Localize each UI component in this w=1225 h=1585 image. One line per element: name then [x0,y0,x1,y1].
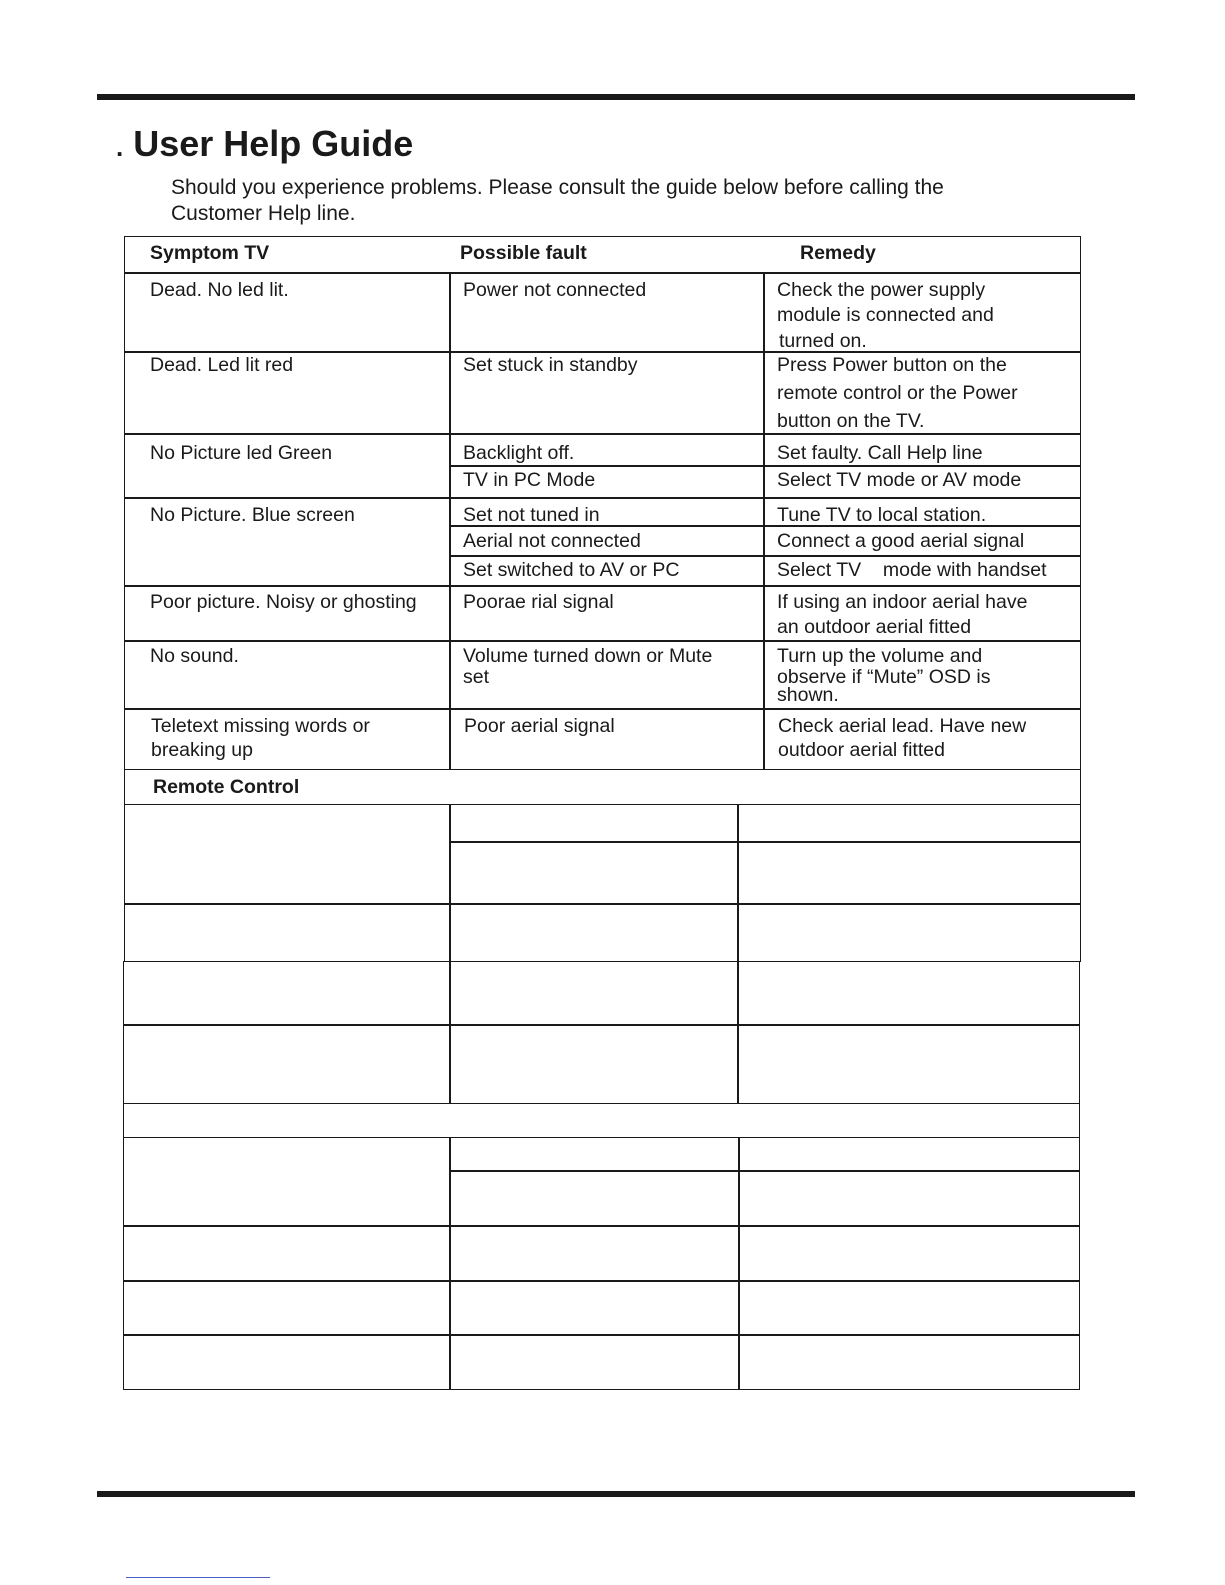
symptom-cell: Dead. Led lit red [150,354,294,376]
fault-cell: Set not tuned in [463,504,600,526]
remedy-cell: Tune TV to local station. [777,504,987,526]
fault-cell: TV in PC Mode [463,469,596,491]
subrow-divider [449,841,1081,843]
row-divider [124,497,1081,499]
fault-cell: Poorae rial signal [463,591,614,613]
header-fault: Possible fault [460,242,587,264]
remedy-cell: turned on. [779,330,867,352]
symptom-cell: No Picture led Green [150,442,333,464]
intro-line-1: Should you experience problems. Please consult the guide below before calling the [171,176,944,199]
subrow-divider [449,465,1081,467]
fault-cell: set [463,666,490,688]
top-rule [97,94,1135,100]
row-divider [123,1334,1080,1336]
fault-cell: Poor aerial signal [464,715,615,737]
remote-grid-upper [124,804,1081,962]
remedy-cell: button on the TV. [777,410,925,432]
column-divider [763,272,765,770]
row-divider [124,433,1081,435]
column-divider [738,1137,740,1390]
row-divider [123,1280,1080,1282]
remedy-cell: If using an indoor aerial have [777,591,1028,613]
remedy-cell: remote control or the Power [777,382,1018,404]
remedy-cell: Select TV mode with handset [777,559,1047,581]
fault-cell: Backlight off. [463,442,575,464]
header-separator [124,272,1081,274]
header-remedy: Remedy [800,242,876,264]
symptom-cell: Dead. No led lit. [150,279,289,301]
row-divider [124,708,1081,710]
remedy-cell: shown. [777,684,839,706]
remedy-cell: Turn up the volume and [777,645,983,667]
fault-cell: Volume turned down or Mute [463,645,713,667]
subrow-divider [449,555,1081,557]
fault-cell: Power not connected [463,279,647,301]
remedy-cell: Select TV mode or AV mode [777,469,1022,491]
fault-cell: Aerial not connected [463,530,641,552]
remedy-cell: an outdoor aerial fitted [777,616,972,638]
page-heading [116,122,413,169]
empty-grid [123,1137,1080,1390]
remote-control-title: Remote Control [153,776,300,798]
row-divider [123,1024,1080,1026]
column-divider [449,804,451,962]
remedy-cell: module is connected and [777,304,994,326]
remedy-cell: Check aerial lead. Have new [778,715,1027,737]
remedy-cell: Press Power button on the [777,354,1007,376]
footer-link-underline[interactable] [126,1577,270,1578]
intro-text [171,175,944,227]
column-divider [737,804,739,962]
symptom-cell: breaking up [151,739,253,761]
row-divider [124,903,1081,905]
remedy-cell: observe if “Mute” OSD is [777,666,991,688]
empty-section-header [123,1103,1080,1138]
remedy-cell: outdoor aerial fitted [778,739,945,761]
remedy-cell: Set faulty. Call Help line [777,442,983,464]
row-divider [123,1225,1080,1227]
heading-prefix: . [116,132,124,162]
header-symptom: Symptom TV [150,242,270,264]
page-title: User Help Guide [133,123,414,164]
fault-cell: Set stuck in standby [463,354,638,376]
symptom-cell: Poor picture. Noisy or ghosting [150,591,417,613]
subrow-divider [449,1170,1080,1172]
column-divider [449,272,451,770]
row-divider [124,585,1081,587]
bottom-rule [97,1491,1135,1497]
remote-grid-lower [123,961,1080,1104]
symptom-cell: No sound. [150,645,239,667]
remedy-cell: Connect a good aerial signal [777,530,1025,552]
fault-cell: Set switched to AV or PC [463,559,680,581]
column-divider [449,1137,451,1390]
symptom-cell: Teletext missing words or [151,715,370,737]
column-divider [449,961,451,1104]
symptom-cell: No Picture. Blue screen [150,504,355,526]
column-divider [737,961,739,1104]
intro-line-2: Customer Help line. [171,202,356,225]
row-divider [124,640,1081,642]
remedy-cell: Check the power supply [777,279,986,301]
